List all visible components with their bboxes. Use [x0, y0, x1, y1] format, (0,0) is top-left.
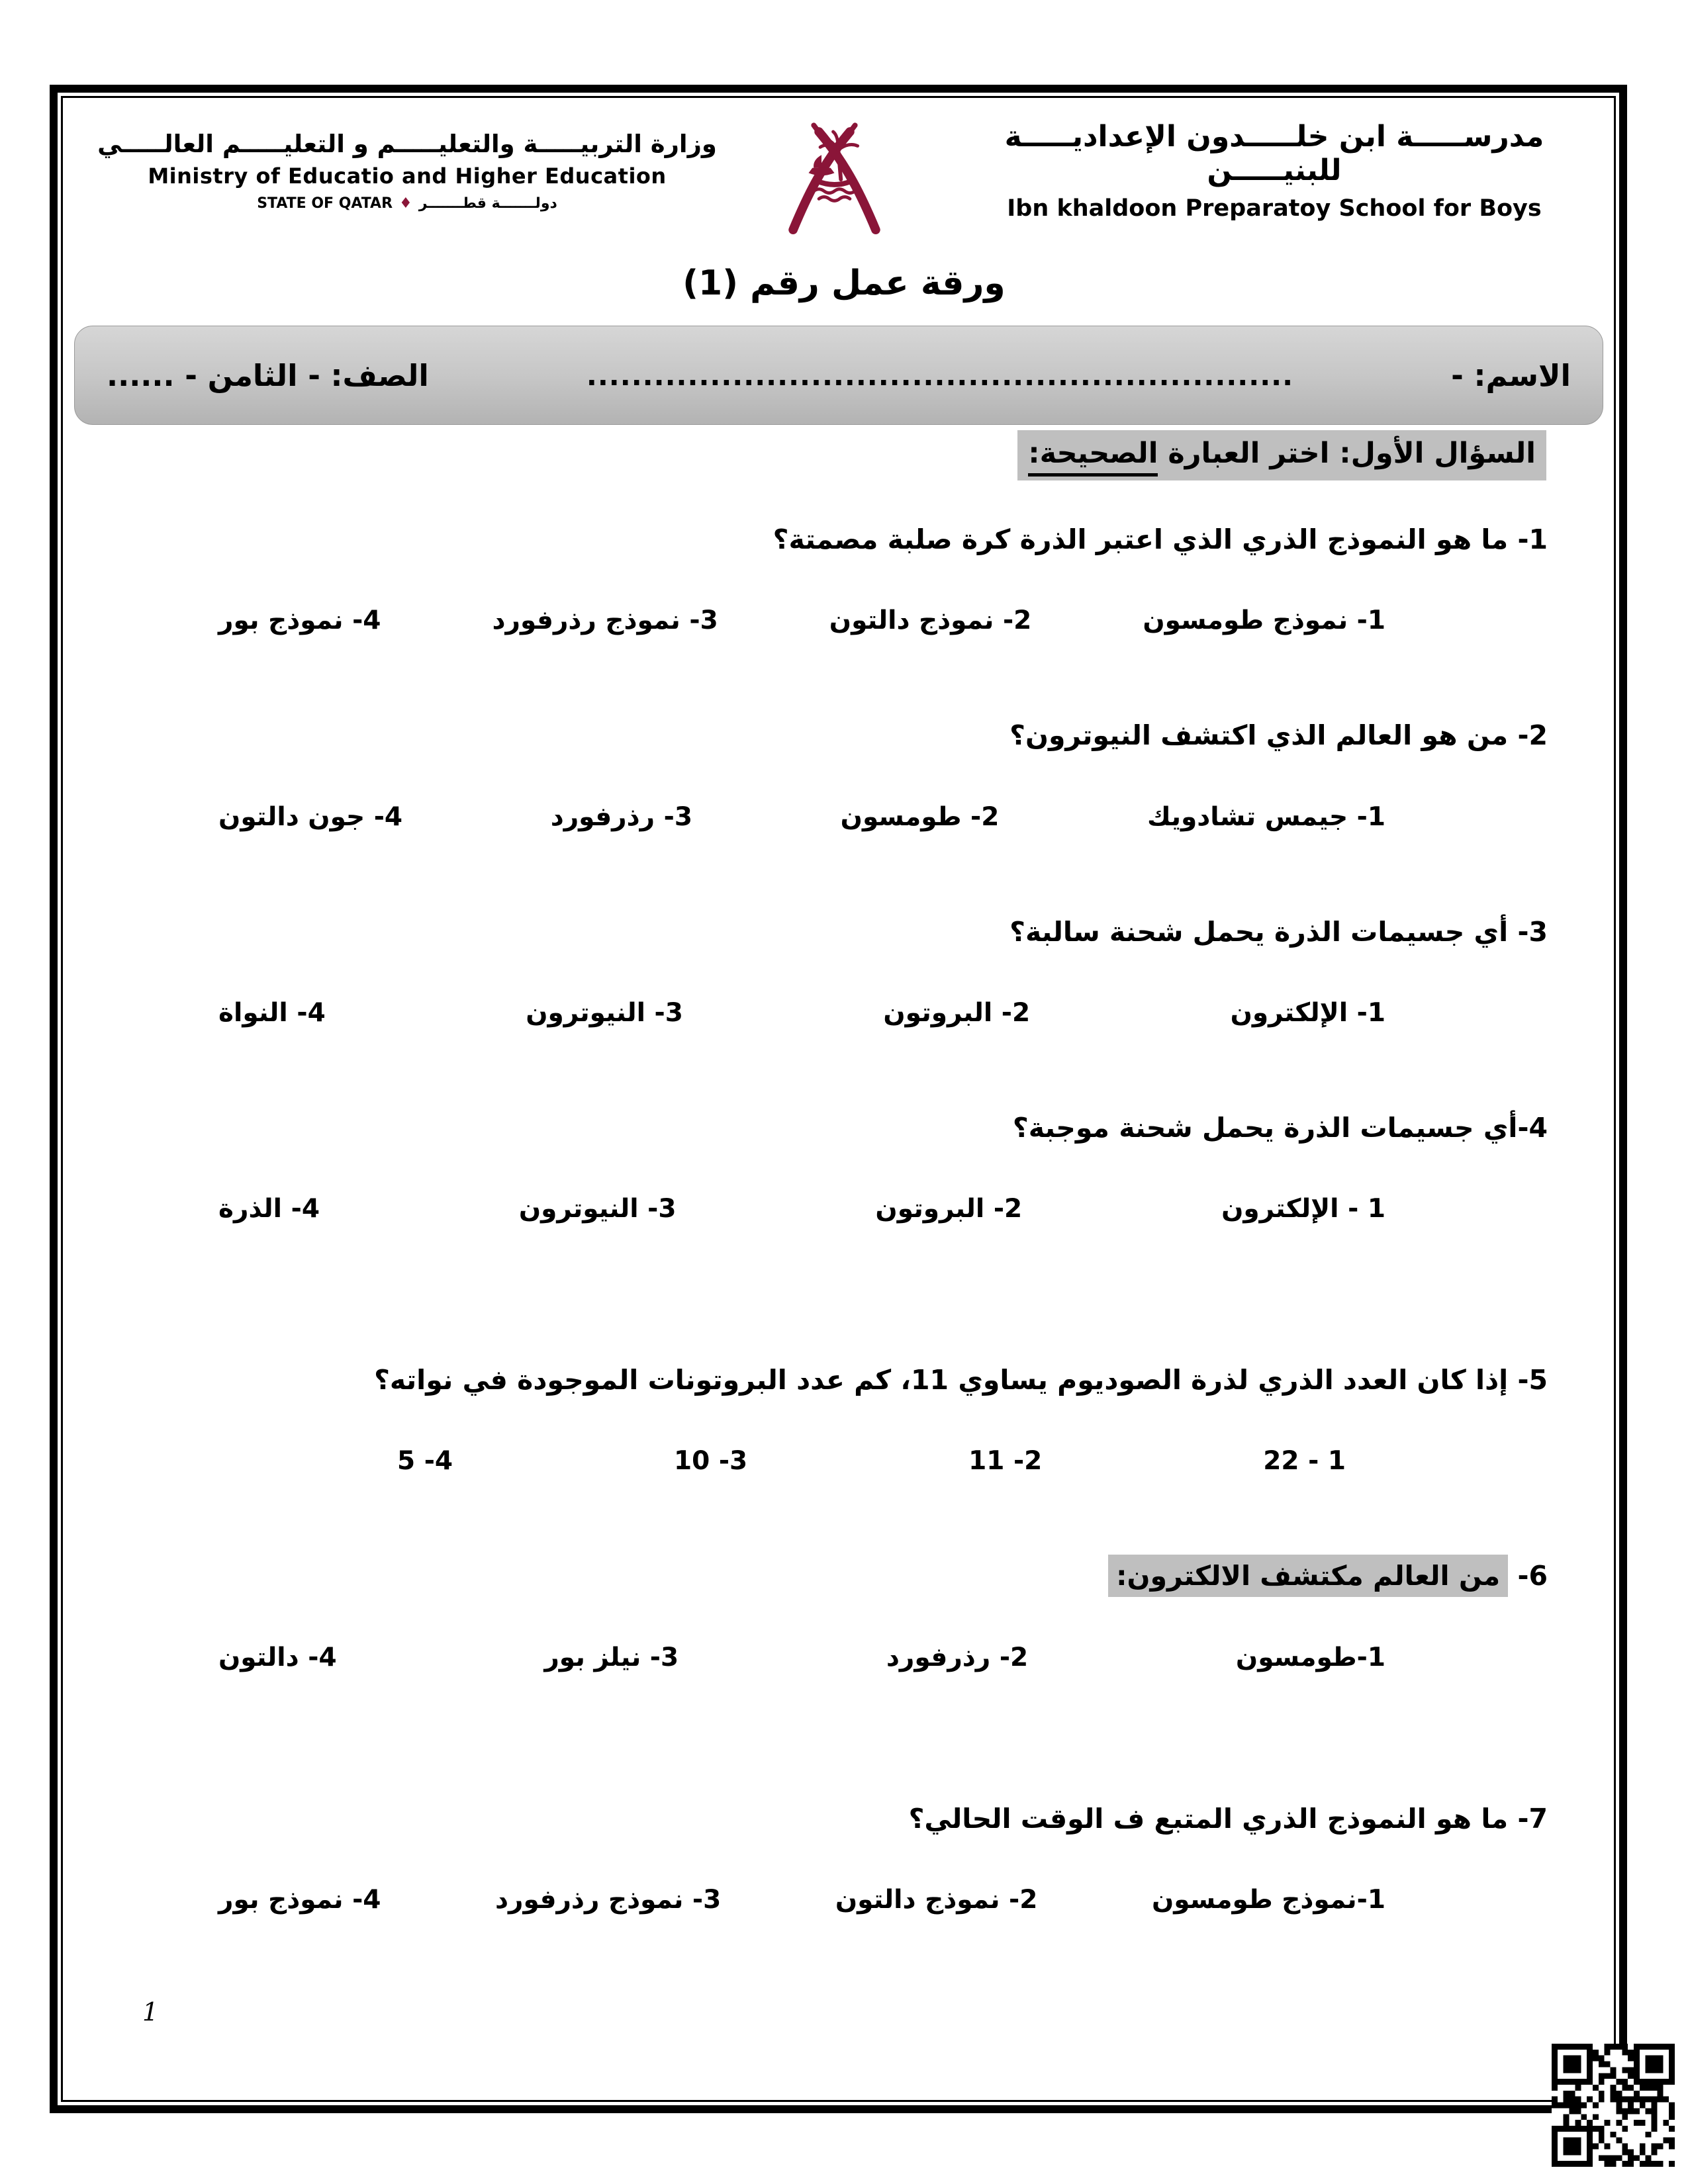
question-text: 7- ما هو النموذج الذري المتبع ف الوقت الحالي؟	[908, 1802, 1548, 1835]
question-block	[129, 1559, 1548, 1672]
school-name-english: Ibn khaldoon Preparatoy School for Boys	[1007, 195, 1542, 222]
option: 2- نموذج دالتون	[835, 1884, 1038, 1915]
name-blank-dots: ...............................................................	[586, 359, 1294, 392]
question-block	[129, 1802, 1548, 1915]
student-info-bar	[74, 326, 1603, 425]
ministry-block	[89, 130, 725, 212]
options-row	[129, 802, 1548, 832]
question-highlight: من العالم مكتشف الالكترون:	[1108, 1555, 1508, 1597]
question-block	[129, 915, 1548, 1028]
option: 3- نيلز بور	[544, 1642, 679, 1672]
qatar-emblem-icon	[767, 106, 902, 235]
option: 2- 11	[968, 1446, 1043, 1477]
diamond-icon: ♦	[399, 195, 412, 212]
option: 3- نموذج رذرفورد	[492, 606, 718, 636]
options-row	[129, 998, 1548, 1028]
section-heading-underlined: الصحيحة:	[1028, 437, 1158, 477]
question-number: 6-	[1517, 1560, 1548, 1592]
option: 4- 5	[397, 1446, 453, 1477]
state-of-qatar-line	[89, 195, 725, 212]
option: 2- طومسون	[840, 801, 1000, 832]
option: 1- جيمس تشادويك	[1147, 801, 1385, 832]
option: 4- جون دالتون	[218, 801, 403, 832]
question-text: 4-أي جسيمات الذرة يحمل شحنة موجبة؟	[1012, 1111, 1548, 1144]
option: 1 - الإلكترون	[1221, 1194, 1385, 1224]
ministry-name-english: Ministry of Educatio and Higher Education	[148, 163, 667, 189]
options-row	[129, 1643, 1548, 1672]
question-block	[129, 719, 1548, 831]
question-text: 3- أي جسيمات الذرة يحمل شحنة سالبة؟	[1009, 915, 1548, 948]
question-text: 2- من هو العالم الذي اكتشف النيوترون؟	[1009, 719, 1548, 752]
option: 2- رذرفورد	[886, 1642, 1029, 1672]
option: 1- نموذج طومسون	[1143, 606, 1385, 636]
options-row	[129, 1885, 1548, 1915]
option: 1- الإلكترون	[1230, 997, 1385, 1028]
option: 3- النيوترون	[518, 1194, 677, 1224]
worksheet-title: ورقة عمل رقم (1)	[682, 263, 1006, 303]
page-number: 1	[142, 1997, 159, 2026]
question-text: 1- ما هو النموذج الذري الذي اعتبر الذرة كرة صلبة مصمتة؟	[773, 523, 1548, 555]
option: 1 - 22	[1263, 1446, 1346, 1477]
option: 2- نموذج دالتون	[829, 606, 1032, 636]
option: 1-طومسون	[1235, 1642, 1385, 1672]
school-block	[943, 120, 1605, 222]
option: 4- الذرة	[218, 1194, 320, 1224]
section-heading	[1017, 430, 1546, 480]
page-header	[89, 106, 1605, 235]
option: 4- دالتون	[218, 1642, 337, 1672]
option: 3- النيوترون	[526, 997, 683, 1028]
state-arabic: دولـــــــة قطـــــــر	[418, 195, 557, 212]
options-row	[129, 606, 1548, 635]
name-label: الاسم: -	[1451, 357, 1571, 393]
qr-code-icon	[1552, 2044, 1675, 2167]
ministry-name-arabic: وزارة التربيـــــة والتعليـــــم و التعليـــــم العالـــــي	[97, 129, 717, 158]
question-block	[129, 1363, 1548, 1476]
option: 1-نموذج طومسون	[1151, 1884, 1385, 1915]
option: 2- البروتون	[875, 1194, 1023, 1224]
question-block	[129, 523, 1548, 635]
option: 3- نموذج رذرفورد	[495, 1884, 722, 1915]
option: 2- البروتون	[883, 997, 1031, 1028]
options-row	[129, 1446, 1548, 1476]
option: 4- نموذج بور	[218, 1884, 381, 1915]
question-text	[129, 1559, 1548, 1593]
option: 3- 10	[673, 1446, 748, 1477]
question-block	[129, 1111, 1548, 1224]
option: 4- النواة	[218, 997, 326, 1028]
question-text: 5- إذا كان العدد الذري لذرة الصوديوم يساوي 11، كم عدد البروتونات الموجودة في نواته؟	[374, 1364, 1548, 1396]
options-row	[129, 1194, 1548, 1224]
option: 4- نموذج بور	[218, 606, 381, 636]
state-english: STATE OF QATAR	[257, 195, 393, 212]
school-name-arabic: مدرســـــة ابن خلـــــدون الإعداديـــــة للبنيـــــن	[1004, 119, 1544, 187]
questions	[129, 523, 1548, 1915]
class-label: الصف: - الثامن - ......	[107, 357, 429, 393]
option: 3- رذرفورد	[550, 801, 692, 832]
section-heading-main: السؤال الأول: اختر العبارة	[1158, 437, 1536, 470]
